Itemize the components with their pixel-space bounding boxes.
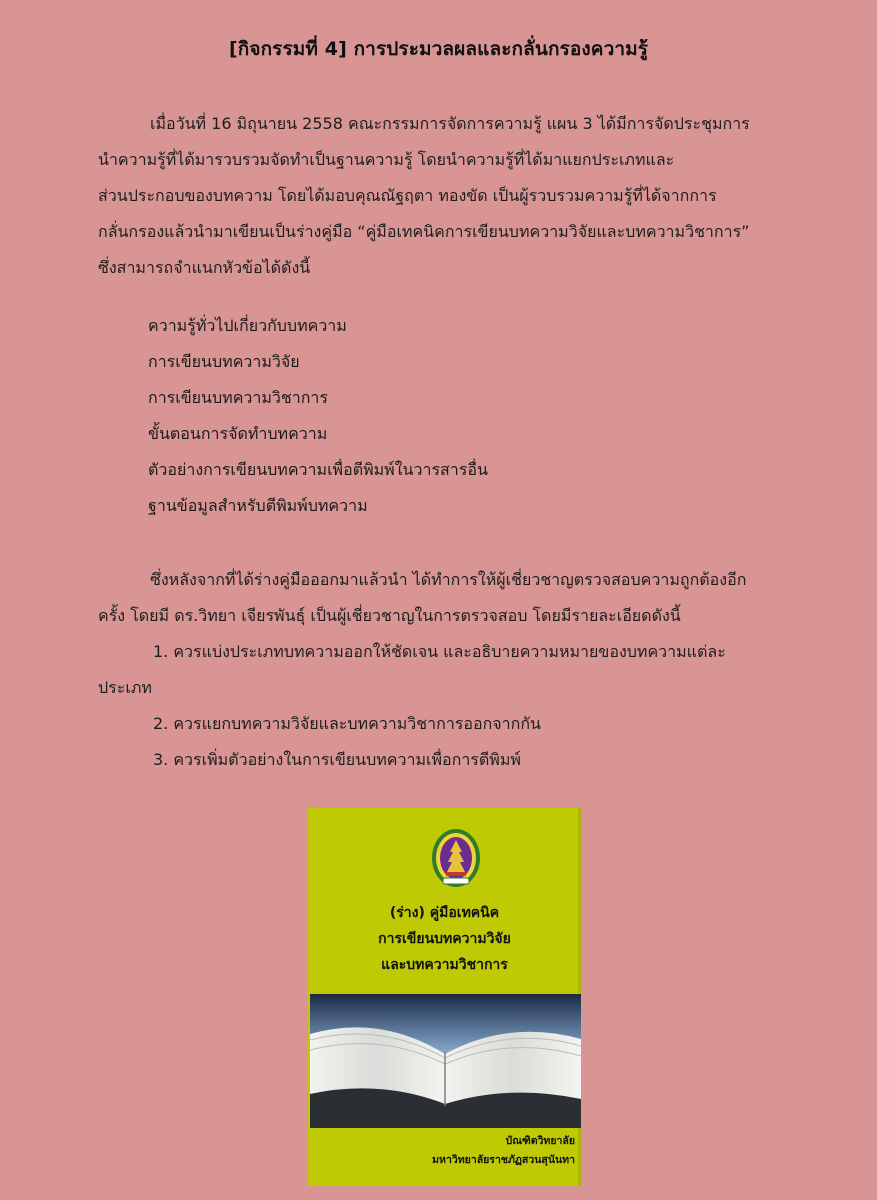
cover-title-line: การเขียนบทความวิจัย [378, 931, 511, 947]
cover-title-line: และบทความวิชาการ [381, 957, 508, 973]
university-emblem-icon [431, 828, 481, 892]
list-item: ฐานข้อมูลสำหรับตีพิมพ์บทความ [148, 496, 368, 515]
publisher-line: บัณฑิตวิทยาลัย [505, 1135, 575, 1147]
page-title: [กิจกรรมที่ 4] การประมวลผลและกลั่นกรองความรู้ [228, 38, 649, 60]
cover-title-line: (ร่าง) คู่มือเทคนิค [389, 905, 500, 921]
list-item: ขั้นตอนการจัดทำบทความ [148, 424, 328, 443]
intro-line: กลั่นกรองแล้วนำมาเขียนเป็นร่างคู่มือ “คู่มือเทคนิคการเขียนบทความวิจัยและบทความวิชาการ” [98, 222, 750, 241]
intro-line: นำความรู้ที่ได้มารวบรวมจัดทำเป็นฐานความรู้ โดยนำความรู้ที่ได้มาแยกประเภทและ [98, 150, 675, 169]
manual-cover-image [308, 808, 581, 1186]
intro-paragraph [98, 106, 793, 286]
intro-line: ซึ่งสามารถจำแนกหัวข้อได้ดังนี้ [98, 258, 311, 277]
topic-list [148, 308, 488, 524]
cover-publisher [432, 1132, 575, 1170]
recommendation-continuation: ประเภท [98, 678, 152, 697]
recommendation-item: 1. ควรแบ่งประเภทบทความออกให้ชัดเจน และอธิบายความหมายของบทความแต่ละ [153, 642, 726, 661]
review-line: ครั้ง โดยมี ดร.วิทยา เจียรพันธุ์ เป็นผู้เชี่ยวชาญในการตรวจสอบ โดยมีรายละเอียดดังนี้ [98, 606, 681, 625]
publisher-line: มหาวิทยาลัยราชภัฏสวนสุนันทา [432, 1154, 575, 1166]
list-item: ตัวอย่างการเขียนบทความเพื่อตีพิมพ์ในวารสารอื่น [148, 460, 488, 479]
review-line: ซึ่งหลังจากที่ได้ร่างคู่มือออกมาแล้วนำ ได้ทำการให้ผู้เชี่ยวชาญตรวจสอบความถูกต้องอีก [150, 570, 747, 589]
list-item: การเขียนบทความวิจัย [148, 352, 300, 371]
intro-line: เมื่อวันที่ 16 มิถุนายน 2558 คณะกรรมการจัดการความรู้ แผน 3 ได้มีการจัดประชุมการ [150, 114, 750, 133]
open-book-photo [310, 994, 581, 1128]
intro-line: ส่วนประกอบของบทความ โดยได้มอบคุณณัฐฤตา ทองขัด เป็นผู้รวบรวมความรู้ที่ได้จากการ [98, 186, 717, 205]
list-item: การเขียนบทความวิชาการ [148, 388, 328, 407]
recommendation-item: 3. ควรเพิ่มตัวอย่างในการเขียนบทความเพื่อการตีพิมพ์ [153, 750, 521, 769]
recommendation-item: 2. ควรแยกบทความวิจัยและบทความวิชาการออกจากกัน [153, 714, 541, 733]
review-paragraph [98, 562, 798, 778]
list-item: ความรู้ทั่วไปเกี่ยวกับบทความ [148, 316, 347, 335]
cover-title [308, 900, 581, 978]
